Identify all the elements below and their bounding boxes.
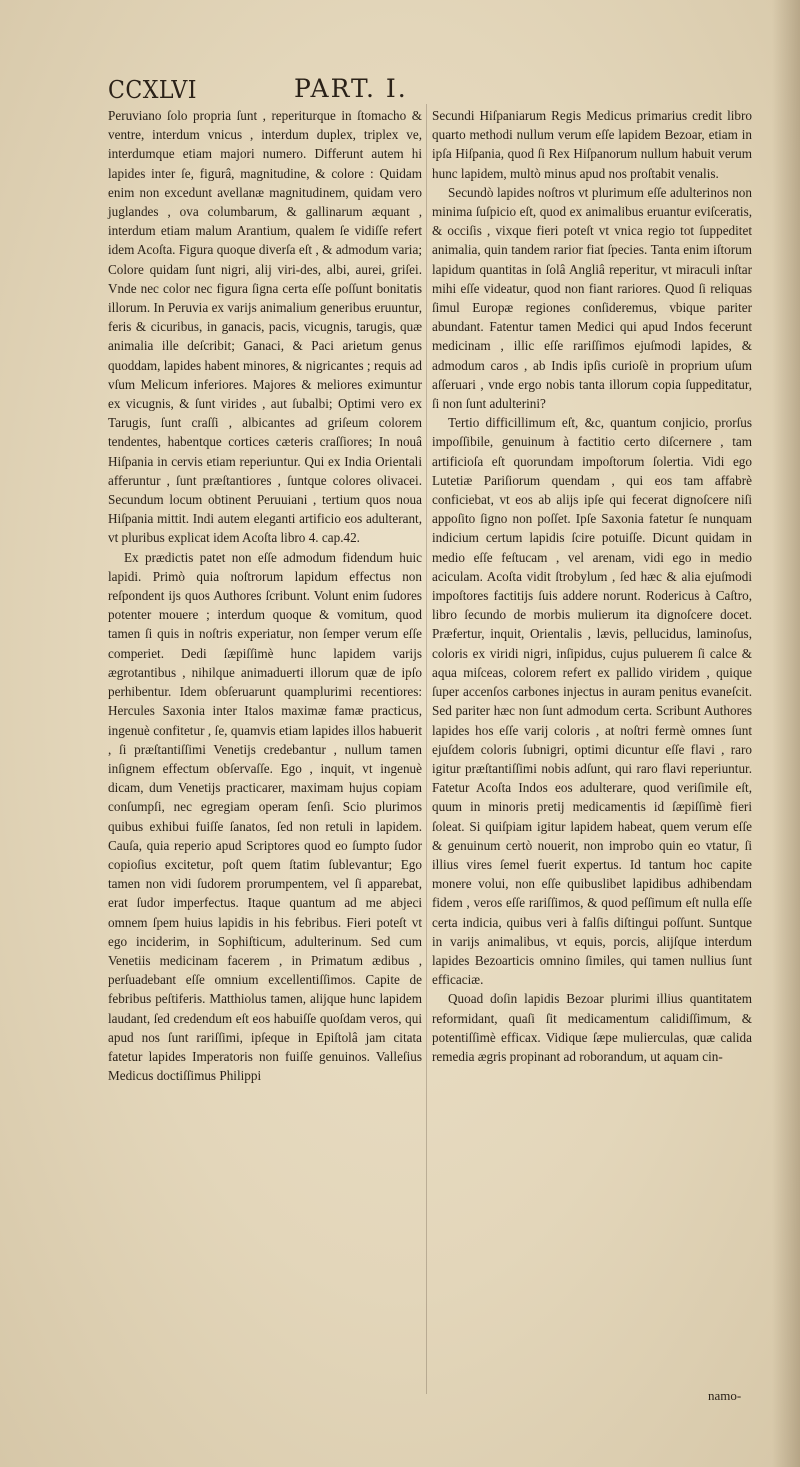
- folio-number: CCXLVI: [108, 76, 197, 104]
- paragraph: Ex prædictis patet non eſſe admodum fidendum huic lapidi. Primò quia noſtrorum lapidum effectus non reſpondent ijs quos Authores ſcribunt. Volunt enim ſudores potenter mouere ; interdum quoque & vomitum, quod tamen ſi quis in noſtris experiatur, non ſemper verum eſſe comperiet. Dedi ſæpiſſimè hunc lapidem varijs ægrotantibus , nihilque animaduerti illorum quæ de ipſo perhibentur. Idem obſeruarunt quamplurimi recentiores: Hercules Saxonia inter Italos maximæ famæ practicus, ingenuè confitetur , ſe, quamvis etiam lapides illos habuerit , ſi præſtantiſſimi Venetijs credebantur , nullum tamen inſignem effectum obſervaſſe. Ego , inquit, vt ingenuè dicam, dum Venetijs practicarer, maximam hujus copiam conſumpſi, nec egregiam operam ſenſi. Scio plurimos quibus exhibui fuiſſe ſanatos, ſed non retuli in lapidem. Cauſa, quia reperio apud Scriptores quod eo ſumpto ſudor copioſius excitetur, poſt quem ſtatim ſublevantur; Ego tamen non vidi ſudorem prorumpentem, vel ſi apparebat, erat ſudor imperfectus. Itaque quantum ad me abjeci omnem ſpem huius lapidis in his febribus. Fieri poteſt vt ego inciderim, in Sophiſticum, adulterinum. Sed cum Venetiis medicinam facerem , in Primatum ædibus , perſuadebant eſſe omnium excellentiſſimos. Capite de febribus peſtiferis. Matthiolus tamen, alijque hunc lapidem laudant, ſed credendum eſt eos habuiſſe quoſdam veros, qui apud nos ſunt rariſſimi, ipſeque in Epiſtolâ jam citata fatetur lapides Imperatoris non fuiſſe genuinos. Valleſius Medicus doctiſſimus Philippi: [108, 549, 422, 1084]
- catchword: namo-: [708, 1388, 742, 1403]
- page-edge-shadow: [772, 0, 800, 1467]
- page-header: [108, 70, 708, 104]
- paragraph: Secundi Hiſpaniarum Regis Medicus primarius credit libro quarto methodi nullum verum eſſe lapidem Bezoar, etiam in ipſa Hiſpania, quod ſi Rex Hiſpanorum nullum habuit verum hunc lapidem, multò minus apud nos proſtabit venalis.: [432, 108, 752, 181]
- paragraph: Secundò lapides noſtros vt plurimum eſſe adulterinos non minima ſuſpicio eſt, quod ex animalibus eruantur eviſceratis, & occiſis , vixque fieri poteſt vt vnica regio tot ſuppeditet animalia, quin tandem rarior fiat ſpecies. Tanta enim iſtorum lapidum quantitas in ſolâ Angliâ reperitur, vt miraculi inſtar mihi eſſe videatur, quod non fiant rariores. Quod ſi reliquas ſimul Europæ regiones conſideremus, vbique pariter abundant. Fatentur tamen Medici qui apud Indos fecerunt medicinam , illic eſſe rariſſimos ejuſmodi lapides, & admodum caros , ab Indis ipſis curioſè in proprium uſum aſſeruari , vnde ergo nobis tanta illorum copia ſuppeditatur, ſi non ſunt adulterini?: [432, 184, 752, 412]
- column-divider: [426, 104, 427, 1394]
- paragraph: Tertio difficillimum eſt, &c, quantum conjicio, prorſus impoſſibile, genuinum à factitio certo diſcernere , tam artificioſa eſt quorundam impoſtorum ſolertia. Vidi ego Lutetiæ Pariſiorum quendam , qui eos tam affabrè conficiebat, vt eos ab alijs ipſe qui fecerat dignoſcere niſi appoſito ſigno non poſſet. Ipſe Saxonia fatetur ſe nunquam indicium certum lapidis ſcire potuiſſe. Dicunt quidam in medio eſſe feſtucam , vel arenam, vidi ego in medio aciculam. Acoſta vidit ſtrobylum , ſed hæc & alia ejuſmodi impoſtores factitijs ſuis addere norunt. Rodericus à Caſtro, libro ſecundo de morbis mulierum ita dignoſcere docet. Præfertur, inquit, Orientalis , lævis, pellucidus, laminoſus, coloris ex viridi nigri, inſipidus, cujus puluerem ſi calce & aqua miſceas, colorem refert ex pallido viridem , quique ſuper accenſos carbones injectus in auram penitus evaneſcit. Sed pariter hæc non ſunt admodum certa. Scribunt Authores lapides hos eſſe varij coloris , at noſtri fermè omnes ſunt ejuſdem coloris ſubnigri, optimi dicuntur eſſe flavi , raro igitur præſtantiſſimi nobis adſunt, qui raro flavi reperiuntur. Fatetur Acoſta Indos eos adulterare, quod veriſimile eſt, quum in minoris pretij medicamentis id ſæpiſſimè fieri ſoleat. Si quiſpiam igitur lapidem habeat, quem verum eſſe & genuinum certò nouerit, non improbo quin eo vtatur, ſi illius vires ſemel fuerit expertus. Id tantum hoc capite monere volui, non eſſe quibuslibet lapidibus adhibendam fidem , veros eſſe rariſſimos, & quod peſſimum eſt nulla eſſe certa indicia, quibus veri à falſis diſtingui poſſunt. Suntque in varijs animalibus, vt equis, porcis, alijſque interdum lapides Bezoarticis omnino ſimiles, qui tamen nullius ſunt efficaciæ.: [432, 415, 752, 988]
- right-column: [432, 106, 752, 1066]
- paragraph: Quoad doſin lapidis Bezoar plurimi illius quantitatem reformidant, quaſi ſit medicamentum calidiſſimum, & potentiſſimè efficax. Vidique ſæpe mulierculas, quæ calida remedia ægris propinant ad roborandum, ut aquam cin-: [432, 991, 752, 1064]
- paragraph: Peruviano ſolo propria ſunt , reperiturque in ſtomacho & ventre, interdum vnicus , interdum duplex, triplex ve, interdumque etiam majori numero. Differunt autem hi lapides inter ſe, figurâ, magnitudine, & colore : Quidam enim non excedunt avellanæ magnitudinem, quidam vero juglandes , ova columbarum, & gallinarum æquant , interdum etiam malum Arantium, qualem ſe vidiſſe refert idem Acoſta. Figura quoque diverſa eſt , & admodum varia; Colore quidam ſunt nigri, alij viri-des, albi, aurei, griſei. Vnde nec color nec figura ſigna certa eſſe poſſunt bonitatis illorum. In Peruvia ex varijs animalium generibus eruuntur, feris & cicuribus, in ganacis, pacis, vicugnis, tarugis, quæ animalia ille deſcribit; Ganaci, & Paci arietum genus quoddam, lapides habent minores, & nigricantes ; requis ad vſum Melicum inferiores. Majores & meliores eximuntur ex vicugnis, & ſunt virides , aut ſubalbi; Optimi vero ex Tarugis, ſunt craſſi , albicantes ad griſeum colorem tendentes, habentque cortices cæteris craſſiores; In nouâ Hiſpania in cervis etiam reperiuntur. Qui ex India Orientali afferuntur , ſunt præſtantiores , ſuntque colores olivacei. Secundum locum obtinent Peruuiani , tertium quos noua Hiſpania mittit. Indi autem eleganti artificio eos adulterant, vt pluribus explicat idem Acoſta libro 4. cap.42.: [108, 108, 422, 546]
- left-column: [108, 106, 422, 1085]
- running-head: PART. I.: [294, 74, 408, 103]
